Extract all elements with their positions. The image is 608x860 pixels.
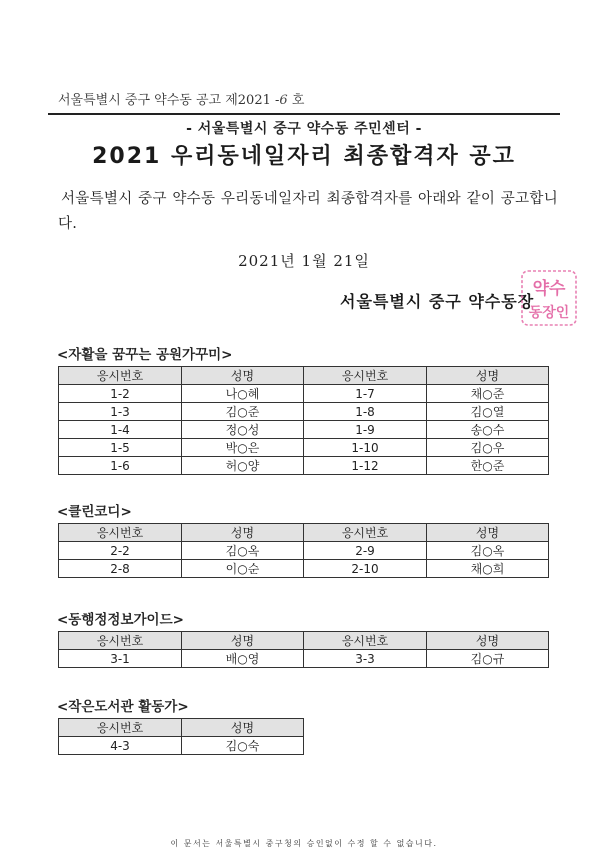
- cell-name: 이○순: [182, 560, 304, 578]
- table-header-row: [59, 719, 304, 737]
- table-row: [59, 403, 549, 421]
- notice-number-suffix: 호: [291, 93, 305, 108]
- cell-name: 김○열: [427, 403, 549, 421]
- seal-text-bottom: 동장인: [528, 305, 570, 321]
- cell-id: 1-9: [304, 421, 427, 439]
- table-header-row: [59, 524, 549, 542]
- column-header-name: 성명: [182, 719, 304, 737]
- subtitle: - 서울특별시 중구 약수동 주민센터 -: [186, 121, 422, 137]
- cell-id: 1-5: [59, 439, 182, 457]
- column-header-name: 성명: [427, 367, 549, 385]
- table-row: [59, 439, 549, 457]
- column-header-id: 응시번호: [59, 719, 182, 737]
- section-heading-guide: <동행정정보가이드>: [57, 612, 184, 628]
- notice-number: [58, 89, 304, 108]
- cell-id: 2-8: [59, 560, 182, 578]
- column-header-id: 응시번호: [59, 367, 182, 385]
- table-row: [59, 560, 549, 578]
- column-header-name: 성명: [182, 632, 304, 650]
- table-header-row: [59, 632, 549, 650]
- cell-id: 4-3: [59, 737, 182, 755]
- cell-name: 한○준: [427, 457, 549, 475]
- seal-text-top: 약수: [532, 279, 566, 299]
- cell-name: 채○준: [427, 385, 549, 403]
- cell-id: 1-10: [304, 439, 427, 457]
- cell-id: 2-9: [304, 542, 427, 560]
- cell-id: 1-8: [304, 403, 427, 421]
- issuer-name: 서울특별시 중구 약수동장: [340, 292, 535, 311]
- cell-name: 김○숙: [182, 737, 304, 755]
- table-row: [59, 650, 549, 668]
- section-heading-clean: <클린코디>: [57, 504, 132, 520]
- cell-name: 김○우: [427, 439, 549, 457]
- footer-notice: 이 문서는 서울특별시 중구청의 승인없이 수정 할 수 없습니다.: [170, 839, 438, 848]
- column-header-name: 성명: [182, 367, 304, 385]
- cell-name: 김○규: [427, 650, 549, 668]
- cell-id: 1-12: [304, 457, 427, 475]
- cell-name: 정○성: [182, 421, 304, 439]
- body-text: 서울특별시 중구 약수동 우리동네일자리 최종합격자를 아래와 같이 공고합니다.: [58, 191, 558, 232]
- page-title: 2021 우리동네일자리 최종합격자 공고: [92, 144, 516, 169]
- cell-id: 1-3: [59, 403, 182, 421]
- notice-number-text: 서울특별시 중구 약수동 공고 제2021 -: [58, 93, 280, 108]
- cell-id: 2-10: [304, 560, 427, 578]
- cell-id: 1-6: [59, 457, 182, 475]
- cell-id: 1-4: [59, 421, 182, 439]
- column-header-name: 성명: [427, 632, 549, 650]
- table-header-row: [59, 367, 549, 385]
- official-seal: [519, 268, 579, 328]
- cell-name: 허○양: [182, 457, 304, 475]
- notice-date: 2021년 1월 21일: [238, 252, 370, 270]
- cell-name: 송○수: [427, 421, 549, 439]
- cell-id: 1-2: [59, 385, 182, 403]
- cell-id: 2-2: [59, 542, 182, 560]
- column-header-name: 성명: [427, 524, 549, 542]
- cell-name: 김○옥: [182, 542, 304, 560]
- section-heading-library: <작은도서관 활동가>: [57, 699, 189, 715]
- notice-number-handwritten: 6: [279, 93, 288, 108]
- table-row: [59, 457, 549, 475]
- cell-name: 김○옥: [427, 542, 549, 560]
- header-rule: [48, 113, 560, 115]
- cell-name: 박○은: [182, 439, 304, 457]
- table-row: [59, 421, 549, 439]
- cell-id: 3-3: [304, 650, 427, 668]
- cell-id: 3-1: [59, 650, 182, 668]
- section-heading-park: <자활을 꿈꾸는 공원가꾸미>: [57, 347, 233, 363]
- column-header-id: 응시번호: [59, 524, 182, 542]
- table-row: [59, 737, 304, 755]
- table-row: [59, 542, 549, 560]
- roster-table-park: [58, 366, 549, 475]
- table-row: [59, 385, 549, 403]
- column-header-id: 응시번호: [59, 632, 182, 650]
- cell-name: 나○혜: [182, 385, 304, 403]
- cell-name: 배○영: [182, 650, 304, 668]
- roster-table-library: [58, 718, 304, 755]
- cell-name: 채○희: [427, 560, 549, 578]
- column-header-id: 응시번호: [304, 524, 427, 542]
- roster-table-guide: [58, 631, 549, 668]
- cell-name: 김○준: [182, 403, 304, 421]
- column-header-name: 성명: [182, 524, 304, 542]
- column-header-id: 응시번호: [304, 632, 427, 650]
- roster-table-clean: [58, 523, 549, 578]
- column-header-id: 응시번호: [304, 367, 427, 385]
- cell-id: 1-7: [304, 385, 427, 403]
